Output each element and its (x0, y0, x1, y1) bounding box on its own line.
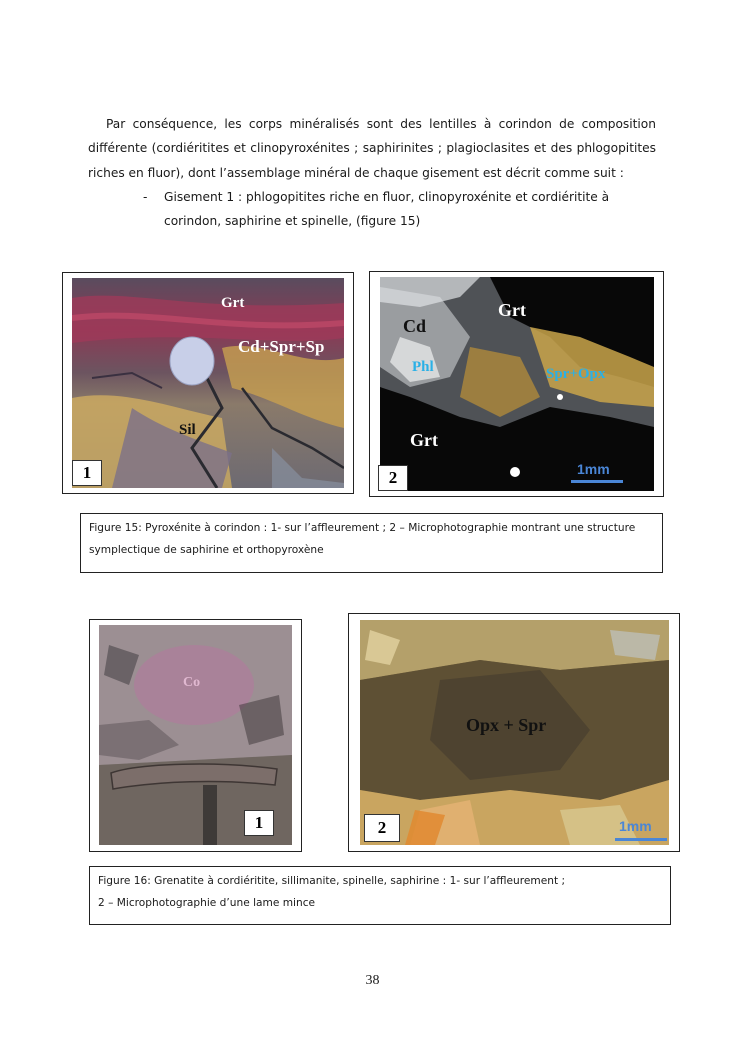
label-co: Co (183, 675, 201, 690)
page-number: 38 (365, 973, 380, 988)
label-grt: Grt (221, 295, 245, 311)
bullet-dash: - (143, 190, 148, 204)
scale-bar-label: 1mm (619, 818, 652, 834)
label-grt-top: Grt (498, 300, 526, 320)
figure15-photo2-number: 2 (378, 465, 408, 491)
figure16-caption (89, 866, 671, 925)
label-phl: Phl (412, 359, 434, 375)
scale-bar (615, 838, 667, 841)
body-paragraph-text: Par conséquence, les corps minéralisés sont des lentilles à corindon de composition différente (cordiéritites et clinopyroxénites ; saphirinites ; plagioclasites et des phlogopitites riches en fluor), dont l’assemblage minéral de chaque gisement est décrit comme suit : (88, 117, 656, 180)
scale-bar-label: 1mm (577, 461, 610, 477)
figure15-outcrop-photo (72, 278, 344, 488)
figure16-caption-line2: 2 – Microphotographie d’une lame mince (98, 897, 316, 909)
figure16-photo1-number: 1 (244, 810, 274, 836)
figure15-caption (80, 513, 663, 573)
figure15-caption-line2: symplectique de saphirine et orthopyroxène (89, 544, 324, 556)
figure16-photo2-frame (348, 613, 680, 852)
label-cd-spr-sp: Cd+Spr+Sp (238, 337, 325, 356)
scale-bar (571, 480, 623, 483)
label-sil: Sil (179, 422, 196, 438)
bullet-text: Gisement 1 : phlogopitites riche en fluor, clinopyroxénite et cordiéritite à corindon, saphirine et spinelle, (figure 15) (164, 190, 610, 229)
label-opx-spr: Opx + Spr (466, 715, 547, 735)
figure15-caption-line1: Figure 15: Pyroxénite à corindon : 1- sur l’affleurement ; 2 – Microphotographie montrant une structure (89, 522, 636, 534)
body-paragraph (88, 112, 656, 185)
figure16-photo1-frame (89, 619, 302, 852)
figure16-caption-line1: Figure 16: Grenatite à cordiéritite, sillimanite, spinelle, saphirine : 1- sur l’affleurement ; (98, 875, 566, 887)
label-grt-bottom: Grt (410, 430, 438, 450)
label-cd: Cd (403, 316, 427, 336)
figure15-photo1-number: 1 (72, 460, 102, 486)
figure15-photo1-frame (62, 272, 354, 494)
label-spr-opx: Spr+Opx (546, 366, 606, 382)
figure16-photo2-number: 2 (364, 814, 400, 842)
figure15-photo2-frame (369, 271, 664, 497)
